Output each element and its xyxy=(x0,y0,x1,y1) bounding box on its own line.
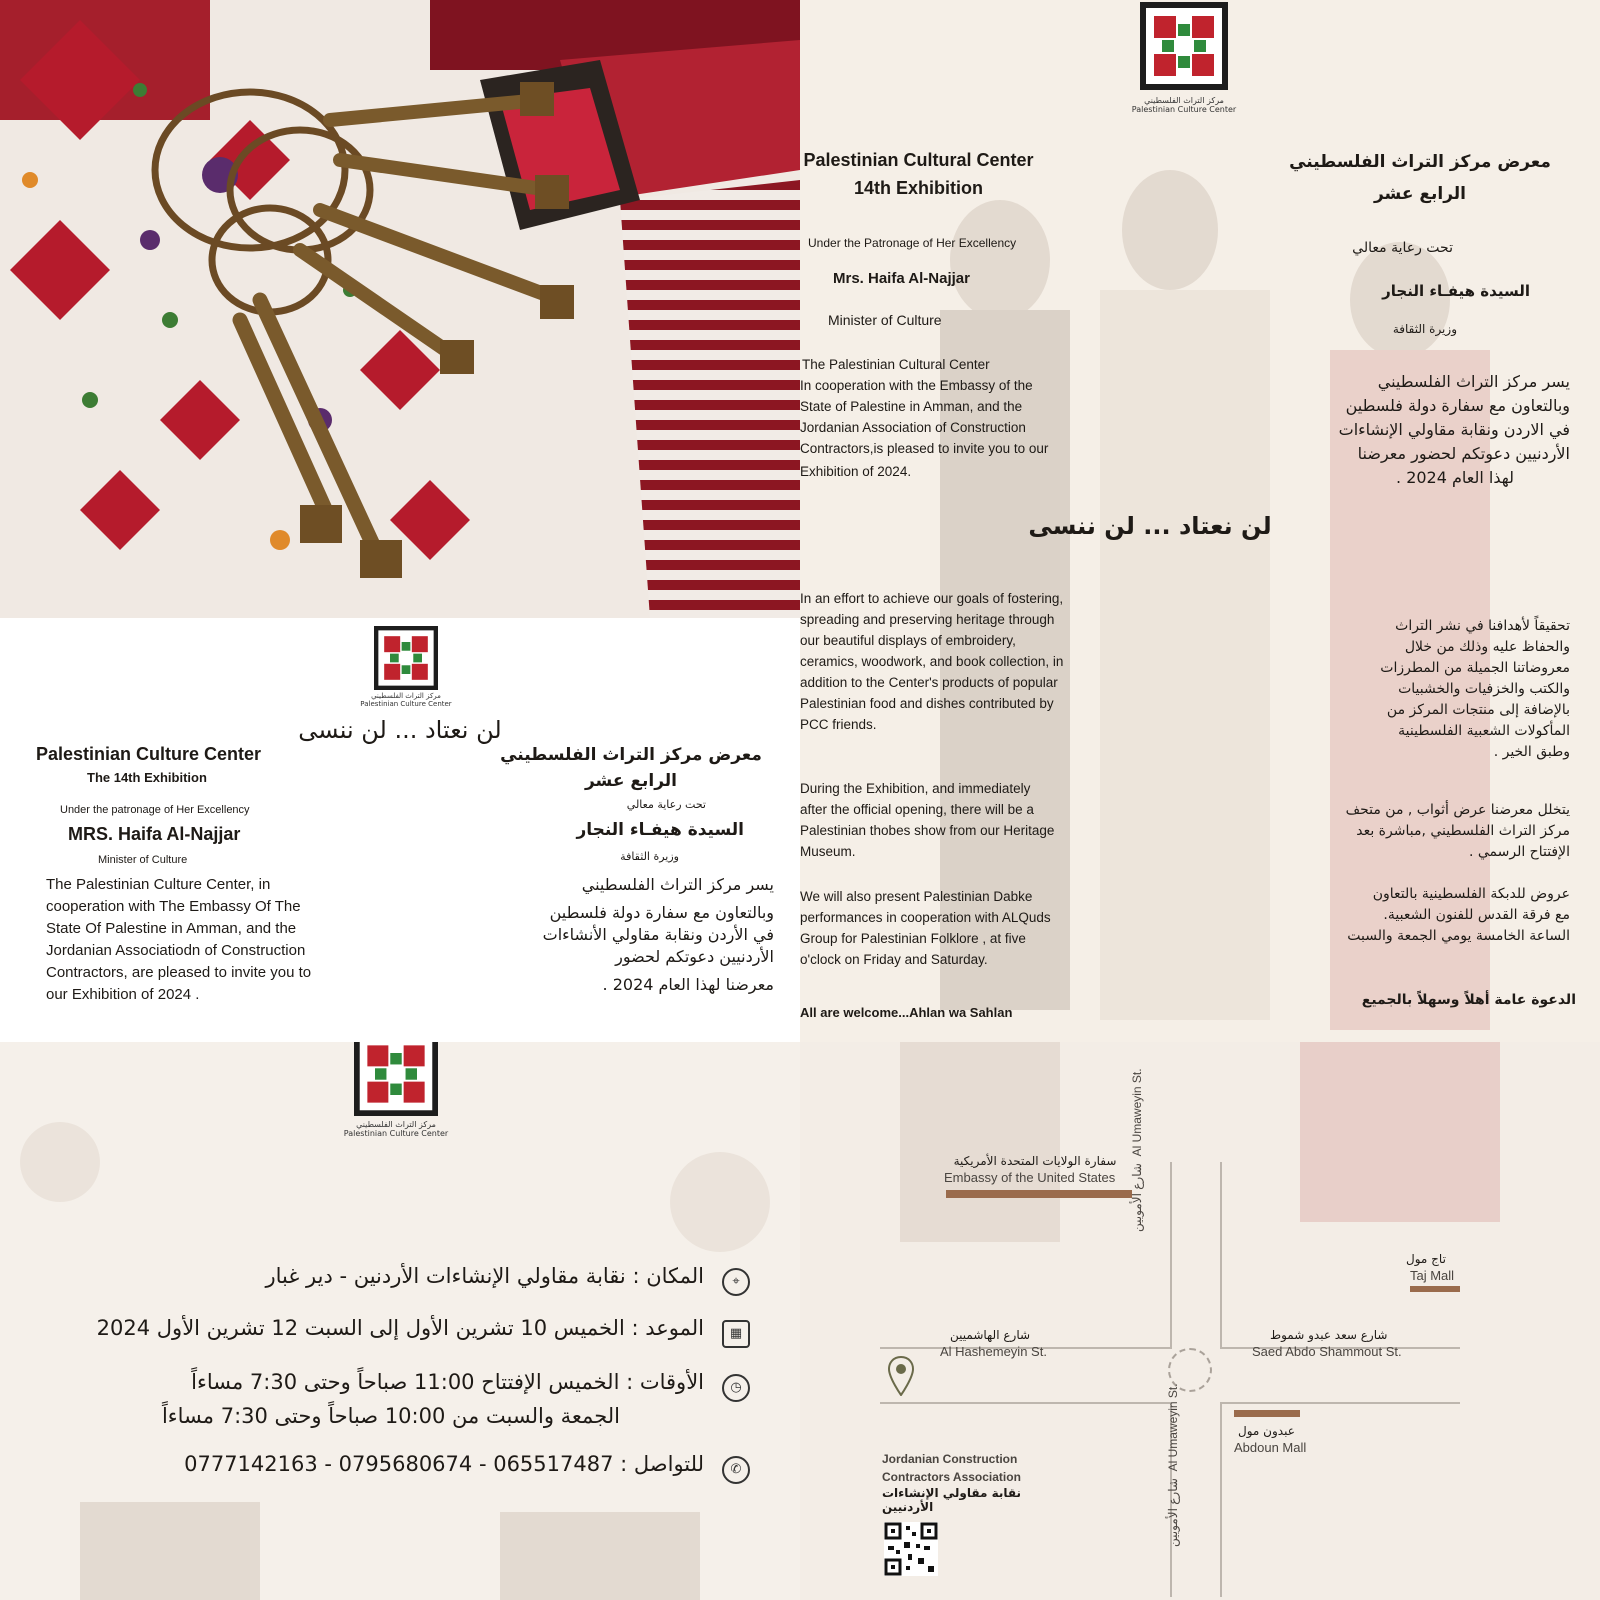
card-en-patron-role: Minister of Culture xyxy=(98,854,188,866)
map-taj-en: Taj Mall xyxy=(1410,1268,1455,1283)
map-saed-en: Saed Abdo Shammout St. xyxy=(1252,1344,1402,1359)
location-pin-icon: ⌖ xyxy=(722,1268,750,1296)
invitation-card xyxy=(0,618,800,1042)
map-jcca-label: Jordanian Construction Contractors Association xyxy=(882,1452,1021,1484)
ar-title-line1: معرض مركز التراث الفلسطيني xyxy=(1289,152,1551,172)
en-goals-paragraph: In an effort to achieve our goals of fostering, spreading and preserving heritage through our beautiful displays of embroidery, ceramics, woodwork, and book collection, in addition to the Center's products of popular Palestinian food and dishes contributed by PCC friends. xyxy=(800,591,1064,732)
info-times-line2: الجمعة والسبت من 10:00 صباحاً وحتى 7:30 مساءاً xyxy=(161,1404,620,1428)
embassy-marker-bar xyxy=(946,1190,1132,1198)
card-ar-title-line2: الرابع عشر xyxy=(584,771,677,791)
clock-icon: ◷ xyxy=(722,1374,750,1402)
phone-icon: ✆ xyxy=(722,1456,750,1484)
map-hashemeyin-en: Al Hashemeyin St. xyxy=(940,1344,1047,1359)
faded-map-background xyxy=(800,1042,1600,1600)
en-title-line2: 14th Exhibition xyxy=(853,178,983,198)
map-saed-ar: شارع سعد عبدو شموط xyxy=(1270,1328,1388,1342)
ar-patron-name: السيدة هيفـاء النجار xyxy=(1382,282,1530,300)
map-embassy-ar: سفارة الولايات المتحدة الأمريكية xyxy=(953,1154,1117,1168)
pcc-logo xyxy=(1140,2,1228,90)
info-date: الموعد : الخميس 10 تشرين الأول إلى السبت 12 تشرين الأول 2024 xyxy=(96,1316,704,1340)
map-taj-ar: تاج مول xyxy=(1406,1252,1446,1266)
en-patronage: Under the Patronage of Her Excellency xyxy=(808,236,1017,250)
pcc-logo-small xyxy=(374,626,438,690)
info-place: المكان : نقابة مقاولي الإنشاءات الأردنين - دير غبار xyxy=(265,1264,704,1288)
ar-dabke-paragraph: عروض للدبكة الفلسطينية بالتعاون مع فرقة القدس للفنون الشعبية. الساعة الخامسة يومي الجمعة والسبت xyxy=(1347,886,1570,944)
en-dabke-paragraph: We will also present Palestinian Dabke performances in cooperation with ALQuds Group for Palestinian Folklore , at five o'clock on Friday and Saturday. xyxy=(800,889,1051,967)
logo-english-caption: Palestinian Culture Center xyxy=(360,700,452,708)
event-info-panel xyxy=(0,1042,800,1600)
logo-english-caption: Palestinian Culture Center xyxy=(343,1129,449,1138)
logo-english-caption: Palestinian Culture Center xyxy=(1131,105,1237,114)
logo-arabic-caption: مركز التراث الفلسطيني xyxy=(371,692,441,700)
invitation-bilingual-panel xyxy=(800,0,1600,1042)
en-invitation-paragraph: The Palestinian Cultural Center In cooperation with the Embassy of the State of Palestine in Amman, and the Jordanian Association of Construction Contractors,is pleased to invite you to our Exhibition of 2024. xyxy=(800,357,1049,479)
en-welcome: All are welcome...Ahlan wa Sahlan xyxy=(800,1005,1013,1020)
map-embassy-en: Embassy of the United States xyxy=(944,1170,1116,1185)
map-pin-icon xyxy=(888,1356,914,1396)
map-hashemeyin-ar: شارع الهاشميين xyxy=(950,1328,1031,1342)
map-umaweyin-top: شارع الأمويين Al Umaweyin St. xyxy=(1130,1068,1144,1232)
map-abdoun-ar: عبدون مول xyxy=(1238,1424,1295,1438)
card-en-patronage: Under the patronage of Her Excellency xyxy=(60,804,250,816)
card-en-paragraph: The Palestinian Culture Center, in cooperation with The Embassy Of The State Of Palestine in Amman, and the Jordanian Associatiodn of Construction Contractors, are pleased to invite you to our Exhibition of 2024 . xyxy=(46,876,312,1003)
card-ar-patronage: تحت رعاية معالي xyxy=(626,798,706,811)
ar-welcome: الدعوة عامة أهلاً وسهلاً بالجميع xyxy=(1361,992,1576,1008)
en-thobes-paragraph: During the Exhibition, and immediately after the official opening, there will be a Palestinian thobes show from our Heritage Museum. xyxy=(800,781,1055,859)
ar-thobes-paragraph: يتخلل معرضنا عرض أثواب , من متحف مركز التراث الفلسطيني ,مباشرة بعد الإفتتاح الرسمي . xyxy=(1345,802,1570,860)
taj-marker-bar xyxy=(1410,1286,1460,1292)
card-en-patron-name: MRS. Haifa Al-Najjar xyxy=(68,824,241,844)
en-patron-name: Mrs. Haifa Al-Najjar xyxy=(833,270,970,287)
keys-embroidery-photo xyxy=(0,0,800,618)
logo-arabic-caption: مركز التراث الفلسطيني xyxy=(1144,96,1224,105)
card-en-title: Palestinian Culture Center xyxy=(36,744,262,764)
logo-arabic-caption: مركز التراث الفلسطيني xyxy=(356,1120,436,1129)
map-jcca-ar: نقابة مقاولي الإنشاءات الأردنيين xyxy=(882,1486,1022,1514)
location-map xyxy=(800,1042,1600,1600)
abdoun-marker-bar xyxy=(1234,1410,1300,1417)
slogan-heading: لن نعتاد ... لن ننسى xyxy=(298,716,502,744)
ar-invitation-paragraph: يسر مركز التراث الفلسطيني وبالتعاون مع سفارة دولة فلسطين في الاردن ونقابة مقاولي الإنشاءات الأردنيين دعوتكم لحضور معرضنا لهذا العام 2024 . xyxy=(1338,372,1570,487)
info-contact: للتواصل : 065517487 - 0795680674 - 0777142163 xyxy=(184,1452,704,1476)
slogan-heading: لن نعتاد ... لن ننسى xyxy=(1028,512,1272,540)
ar-patronage: تحت رعاية معالي xyxy=(1352,240,1453,256)
en-title-line1: Palestinian Cultural Center xyxy=(803,150,1034,170)
pcc-logo-info xyxy=(354,1042,438,1116)
calendar-icon: ▦ xyxy=(722,1320,750,1348)
card-ar-patron-role: وزيرة الثقافة xyxy=(620,850,679,863)
map-umaweyin-bottom: شارع الأمويين Al Umaweyin St. xyxy=(1166,1383,1180,1547)
card-ar-title-line1: معرض مركز التراث الفلسطيني xyxy=(500,745,762,765)
card-en-subtitle: The 14th Exhibition xyxy=(87,770,207,785)
card-ar-patron-name: السيدة هيفـاء النجار xyxy=(576,820,744,840)
ar-title-line2: الرابع عشر xyxy=(1373,184,1466,204)
ar-patron-role: وزيرة الثقافة xyxy=(1392,322,1457,336)
ar-goals-paragraph: تحقيقاً لأهدافنا في نشر التراث والحفاظ عليه وذلك من خلال معروضاتنا الجميلة من المطرزات والكتب والخزفيات والخشبيات بالإضافة إلى منتجات المركز من المأكولات الشعبية الفلسطينية وطبق الخير . xyxy=(1380,618,1570,760)
keys-illustration xyxy=(0,0,800,618)
map-abdoun-en: Abdoun Mall xyxy=(1234,1440,1307,1455)
card-ar-paragraph: يسر مركز التراث الفلسطيني وبالتعاون مع سفارة دولة فلسطين في الأردن ونقابة مقاولي الأنشاءات الأردنيين دعوتكم لحضور معرضنا لهذا العام 2024 . xyxy=(542,875,774,994)
en-patron-role: Minister of Culture xyxy=(828,312,942,328)
info-times-line1: الأوقات : الخميس الإفتتاح 11:00 صباحاً وحتى 7:30 مساءاً xyxy=(191,1370,704,1394)
qr-code-icon[interactable] xyxy=(884,1522,938,1576)
